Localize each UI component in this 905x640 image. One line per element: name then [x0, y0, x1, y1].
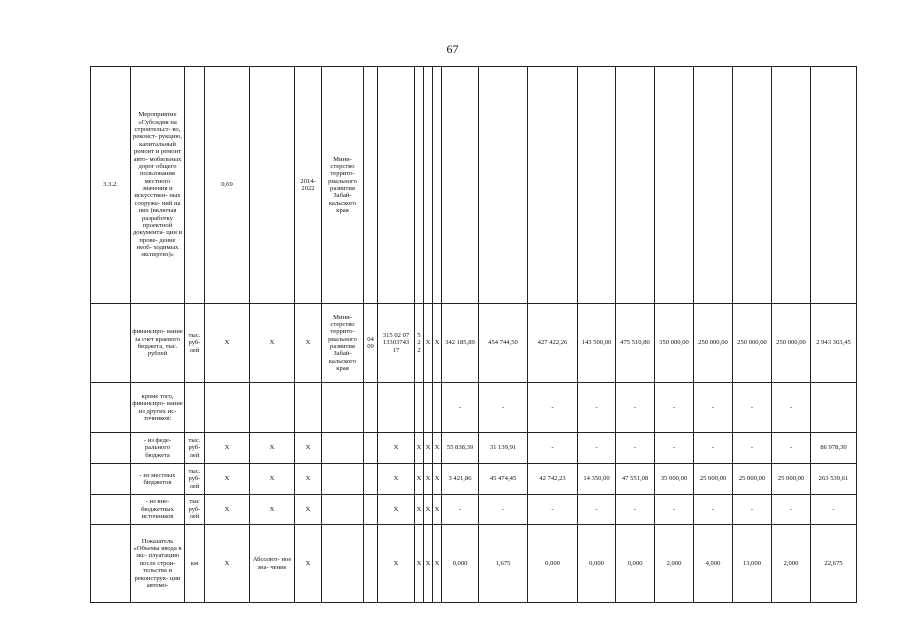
unit-cell	[185, 67, 205, 304]
code-cell: 315 02 07 13303743 17	[378, 304, 415, 383]
amount-cell: -	[479, 495, 528, 525]
amount-cell: 250 000,00	[733, 304, 772, 383]
x-mark: X	[433, 525, 442, 603]
x-mark: X	[378, 525, 415, 603]
x-mark: X	[424, 304, 433, 383]
unit-cell: км	[185, 525, 205, 603]
x-mark: X	[378, 464, 415, 495]
x-mark: X	[205, 495, 250, 525]
page-number: 67	[446, 42, 459, 56]
amount-cell: -	[694, 495, 733, 525]
amount-cell: -	[578, 433, 616, 464]
table-row	[91, 304, 857, 383]
measure-name: кроме того, финансиро- вание из других ис- точников:	[131, 383, 185, 433]
amount-cell: 3 421,86	[442, 464, 479, 495]
amount-cell: 2,000	[772, 525, 811, 603]
amount-cell: -	[655, 433, 694, 464]
total-cell: 263 539,61	[811, 464, 857, 495]
amount-cell: 250 000,00	[694, 304, 733, 383]
amount-cell: -	[616, 433, 655, 464]
x-mark: X	[433, 304, 442, 383]
amount-cell: -	[528, 433, 578, 464]
amount-cell: -	[578, 383, 616, 433]
amount-cell: -	[442, 495, 479, 525]
x-mark: X	[433, 464, 442, 495]
unit-cell: тыс. руб- лей	[185, 304, 205, 383]
amount-cell: 0,000	[578, 525, 616, 603]
unit-cell: тыс. руб- лей	[185, 433, 205, 464]
measure-name: финансиро- вание за счет краевого бюджета, тыс. рублей	[131, 304, 185, 383]
amount-cell: 250 000,00	[772, 304, 811, 383]
amount-cell: 454 744,50	[479, 304, 528, 383]
amount-cell: -	[694, 433, 733, 464]
measure-name: - из вне- бюджетных источников	[131, 495, 185, 525]
total-cell: 2 943 363,45	[811, 304, 857, 383]
amount-cell: 45 474,45	[479, 464, 528, 495]
unit-cell: тыс руб- лей	[185, 495, 205, 525]
amount-cell: -	[694, 383, 733, 433]
amount-cell: 31 139,91	[479, 433, 528, 464]
total-cell: 86 978,30	[811, 433, 857, 464]
amount-cell: -	[528, 383, 578, 433]
amount-cell: 342 185,89	[442, 304, 479, 383]
x-mark: X	[250, 464, 295, 495]
amount-cell: 143 500,00	[578, 304, 616, 383]
row-index: 3.3.2.	[91, 67, 131, 304]
x-mark: X	[378, 495, 415, 525]
x-mark: X	[295, 464, 322, 495]
x-mark: X	[295, 433, 322, 464]
amount-cell: 475 510,80	[616, 304, 655, 383]
x-mark: X	[378, 433, 415, 464]
amount-cell: -	[479, 383, 528, 433]
value-type-cell: Абсолют- ное зна- чение	[250, 525, 295, 603]
executor-cell: Мини- стерство террито- риального развития Забай- кальского края	[322, 304, 364, 383]
x-mark: X	[433, 433, 442, 464]
amount-cell: 0,000	[442, 525, 479, 603]
x-mark: X	[415, 464, 424, 495]
amount-cell: 0,000	[528, 525, 578, 603]
amount-cell: -	[616, 495, 655, 525]
amount-cell: -	[733, 433, 772, 464]
amount-cell: 25 000,00	[694, 464, 733, 495]
amount-cell: 25 000,00	[733, 464, 772, 495]
total-cell: -	[811, 495, 857, 525]
x-mark: X	[250, 304, 295, 383]
x-mark: X	[295, 304, 322, 383]
x-mark: X	[295, 495, 322, 525]
x-mark: X	[205, 433, 250, 464]
x-mark: X	[250, 495, 295, 525]
amount-cell: 2,000	[655, 525, 694, 603]
amount-cell: -	[578, 495, 616, 525]
amount-cell: 25 000,00	[772, 464, 811, 495]
table-row	[91, 525, 857, 603]
amount-cell: 35 000,00	[655, 464, 694, 495]
amount-cell: -	[616, 383, 655, 433]
value-cell: 0,69	[205, 67, 250, 304]
total-cell	[811, 383, 857, 433]
table-row	[91, 383, 857, 433]
x-mark: X	[415, 525, 424, 603]
amount-cell: -	[655, 495, 694, 525]
unit-cell: тыс. руб- лей	[185, 464, 205, 495]
amount-cell: 1,675	[479, 525, 528, 603]
total-cell: 22,675	[811, 525, 857, 603]
amount-cell: 427 422,26	[528, 304, 578, 383]
amount-cell: 14 350,00	[578, 464, 616, 495]
amount-cell: -	[442, 383, 479, 433]
amount-cell: -	[528, 495, 578, 525]
amount-cell: 350 000,00	[655, 304, 694, 383]
x-mark: X	[415, 433, 424, 464]
x-mark: X	[205, 304, 250, 383]
x-mark: X	[205, 525, 250, 603]
table-row	[91, 67, 857, 304]
executor-cell: Мини- стерство террито- риального развития Забай- кальского края	[322, 67, 364, 304]
amount-cell: -	[655, 383, 694, 433]
measure-name: Показатель «Объемы ввода в экс- плуатацию после строи- тельства и реконструк- ции автомо-	[131, 525, 185, 603]
table-row	[91, 464, 857, 495]
x-mark: X	[424, 525, 433, 603]
amount-cell: -	[772, 433, 811, 464]
x-mark: X	[415, 495, 424, 525]
table-row	[91, 433, 857, 464]
code-cell: 5 2 2	[415, 304, 424, 383]
x-mark: X	[250, 433, 295, 464]
x-mark: X	[424, 464, 433, 495]
x-mark: X	[433, 495, 442, 525]
empty-cell	[250, 67, 295, 304]
measure-name: - из местных бюджетов	[131, 464, 185, 495]
code-cell: 04 09	[364, 304, 378, 383]
amount-cell: -	[772, 495, 811, 525]
x-mark: X	[424, 433, 433, 464]
measure-name: Мероприятие «Субсидия на строительст- во, реконст- рукцию, капитальный ремонт и ремонт авто- мобильных дорог общего пользования местного значения и искусствен- ных сооруже- ний на них (включая разработку проектной документа- ции и прове- дение необ- ходимых экспертиз)»	[131, 67, 185, 304]
amount-cell: -	[772, 383, 811, 433]
amount-cell: 42 742,23	[528, 464, 578, 495]
amount-cell: -	[733, 495, 772, 525]
x-mark: X	[424, 495, 433, 525]
table-row	[91, 495, 857, 525]
x-mark: X	[295, 525, 322, 603]
measure-name: - из феде- рального бюджета	[131, 433, 185, 464]
amount-cell: 55 838,39	[442, 433, 479, 464]
period-cell: 2014- 2022	[295, 67, 322, 304]
amount-cell: 4,000	[694, 525, 733, 603]
amount-cell: 0,000	[616, 525, 655, 603]
amount-cell: 13,000	[733, 525, 772, 603]
amount-cell: 47 551,08	[616, 464, 655, 495]
x-mark: X	[205, 464, 250, 495]
program-table	[90, 66, 857, 603]
amount-cell: -	[733, 383, 772, 433]
